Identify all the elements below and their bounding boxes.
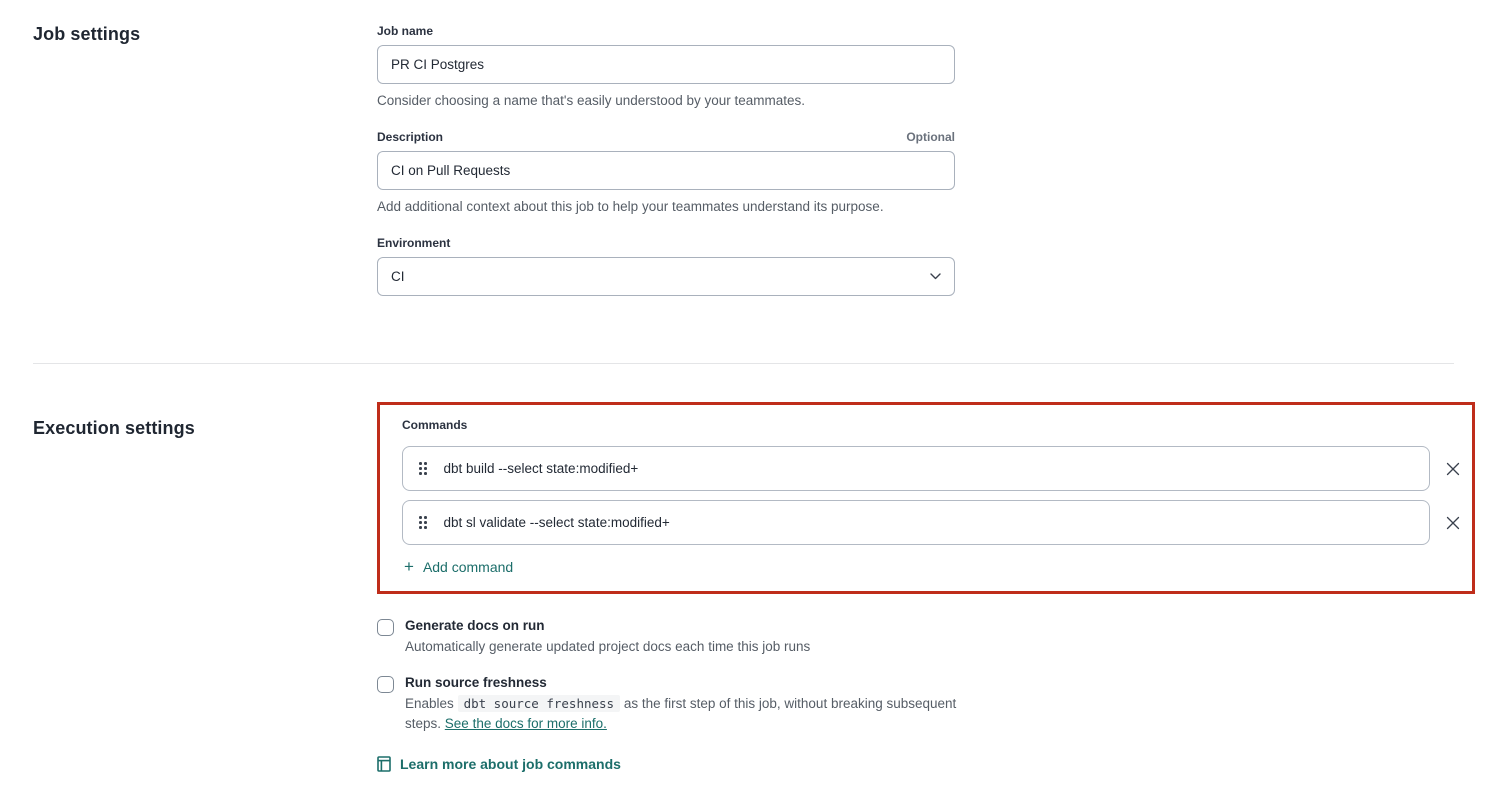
book-icon	[377, 756, 391, 772]
job-settings-section	[33, 24, 1454, 317]
remove-command-button-2[interactable]	[1446, 514, 1460, 532]
generate-docs-checkbox[interactable]	[377, 619, 394, 636]
environment-select[interactable]	[377, 257, 955, 296]
inline-code-snippet: dbt source freshness	[458, 695, 621, 712]
run-source-freshness-helper: Enables dbt source freshness as the first step of this job, without breaking subsequent steps. See the docs for more info.	[405, 696, 957, 731]
run-source-freshness-row	[377, 675, 1475, 734]
description-field-group	[377, 130, 955, 215]
generate-docs-helper: Automatically generate updated project docs each time this job runs	[405, 639, 811, 654]
description-helper: Add additional context about this job to help your teammates understand its purpose.	[377, 199, 884, 214]
command-input-1[interactable]	[444, 461, 1416, 476]
learn-more-label: Learn more about job commands	[400, 756, 621, 772]
drag-handle-icon[interactable]	[417, 513, 429, 532]
generate-docs-label: Generate docs on run	[405, 618, 545, 633]
generate-docs-row	[377, 618, 1475, 657]
description-label: Description	[377, 130, 444, 144]
close-icon	[1446, 462, 1460, 476]
chevron-down-icon	[930, 273, 941, 280]
description-optional-tag: Optional	[906, 130, 955, 144]
command-row-1	[402, 446, 1450, 491]
learn-more-link[interactable]	[377, 756, 1475, 772]
commands-label: Commands	[402, 418, 468, 432]
execution-settings-heading: Execution settings	[33, 418, 195, 438]
run-source-freshness-checkbox[interactable]	[377, 676, 394, 693]
plus-icon: +	[404, 557, 414, 576]
job-name-label: Job name	[377, 24, 434, 38]
job-name-field-group	[377, 24, 955, 109]
drag-handle-icon[interactable]	[417, 459, 429, 478]
remove-command-button-1[interactable]	[1446, 460, 1460, 478]
add-command-button[interactable]	[404, 558, 1450, 575]
description-input[interactable]	[377, 151, 955, 190]
job-settings-heading: Job settings	[33, 24, 141, 44]
see-docs-link[interactable]: See the docs for more info.	[444, 716, 607, 731]
add-command-label: Add command	[422, 558, 514, 575]
environment-field-group	[377, 236, 955, 296]
job-name-helper: Consider choosing a name that's easily understood by your teammates.	[377, 93, 806, 108]
command-row-2	[402, 500, 1450, 545]
environment-label: Environment	[377, 236, 451, 250]
execution-settings-section	[33, 402, 1454, 772]
section-divider	[33, 363, 1454, 364]
environment-selected-value: CI	[391, 269, 405, 284]
close-icon	[1446, 516, 1460, 530]
command-input-2[interactable]	[444, 515, 1416, 530]
commands-annotation-box	[377, 402, 1475, 594]
job-name-input[interactable]	[377, 45, 955, 84]
run-source-freshness-label: Run source freshness	[405, 675, 547, 690]
